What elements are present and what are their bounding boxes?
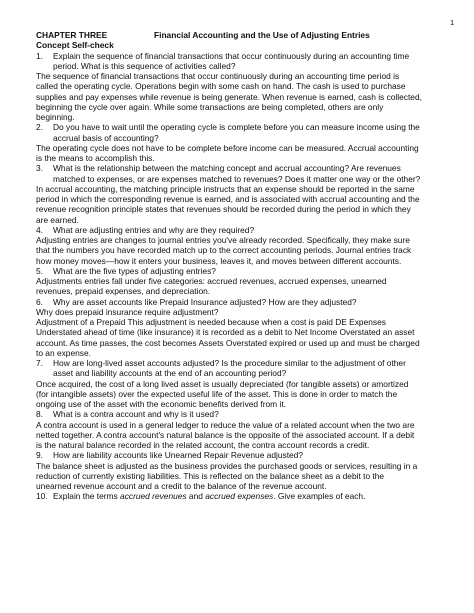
question-line [36, 266, 438, 276]
line-text: Once acquired, the cost of a long lived asset is usually depreciated (for tangible assets) or amortized [36, 378, 409, 389]
section-subtitle: Concept Self-check [36, 40, 114, 51]
line-text: In accrual accounting, the matching principle instructs that an expense should be reported in the same [36, 183, 415, 194]
line-text: revenue recognition principle states that revenues should be recorded during the period in which they [36, 204, 411, 215]
line-text: What is the relationship between the matching concept and accrual accounting? Are revenues [53, 163, 401, 174]
question-number: 3. [36, 163, 43, 174]
text-line [36, 481, 438, 491]
line-text: unearned revenue account and a credit to the balance of the revenue account. [36, 481, 327, 491]
q10-term-2: accrued expenses [205, 491, 274, 502]
text-line [36, 276, 438, 286]
line-text: called the operating cycle. Operations begin with some cash on hand. The cash is used to purchase [36, 81, 406, 92]
page-number: 1 [450, 18, 455, 27]
line-text: ongoing use of the asset with the economic benefits derived from it. [36, 399, 286, 409]
line-text: How are liability accounts like Unearned Repair Revenue adjusted? [53, 450, 303, 461]
line-text: Why does prepaid insurance require adjustment? [36, 306, 219, 317]
text-line [36, 174, 438, 184]
text-line [36, 112, 438, 122]
text-line [36, 389, 438, 399]
text-line [36, 256, 438, 266]
chapter-label: CHAPTER THREE [36, 30, 108, 40]
chapter-title: Financial Accounting and the Use of Adjusting Entries [154, 30, 370, 40]
text-line [36, 92, 438, 102]
question-number: 10. [36, 491, 48, 502]
line-text: asset and liability accounts at the end of an accounting period? [53, 368, 287, 379]
text-line [36, 102, 438, 112]
line-text: How are long-lived asset accounts adjusted? Is the procedure similar to the adjustment of other [53, 358, 406, 368]
text-line [36, 153, 438, 163]
text-line [36, 471, 438, 481]
text-line [36, 440, 438, 450]
text-line [36, 338, 438, 348]
text-line [36, 235, 438, 245]
text-line [36, 348, 438, 358]
text-line [36, 81, 438, 91]
line-text: The balance sheet is adjusted as the business provides the purchased goods or services, resulting in a [36, 460, 418, 471]
text-line [36, 184, 438, 194]
chapter-heading [36, 30, 438, 40]
line-text: is the means to accomplish this. [36, 153, 155, 163]
line-text: What are adjusting entries and why are they required? [53, 224, 255, 235]
line-text: account. As time passes, the cost becomes Assets Overstated expired or used up and must be charged [36, 337, 420, 348]
question-number: 7. [36, 358, 43, 368]
question-line [36, 163, 438, 173]
text-line [36, 71, 438, 81]
question-number: 1. [36, 50, 43, 61]
question-line [36, 358, 438, 368]
question-line [36, 122, 438, 132]
question-number: 8. [36, 409, 43, 420]
line-text: What are the five types of adjusting entries? [53, 265, 216, 276]
line-text: period in which the corresponding revenue is earned, and is associated with accrual accounting and the [36, 194, 420, 204]
q10-mid: and [186, 491, 206, 502]
line-text: Adjusting entries are changes to journal entries you've already recorded. Specifically, they make sure [36, 235, 410, 245]
line-text: period. What is this sequence of activities called? [53, 60, 236, 71]
line-text: Adjustments entries fall under five categories: accrued revenues, accrued expenses, unearned [36, 276, 387, 286]
q10-pre: Explain the terms [53, 491, 121, 502]
text-line [36, 133, 438, 143]
line-text: The operating cycle does not have to be complete before income can be measured. Accrual accounting [36, 142, 419, 153]
line-text: beginning. [36, 112, 75, 122]
line-text: are earned. [36, 214, 79, 225]
q10-post: . Give examples of each. [273, 491, 366, 502]
text-line [36, 286, 438, 296]
text-line [36, 399, 438, 409]
question-10 [36, 491, 438, 501]
line-text: how money moves—how it enters your business, leaves it, and moves between different accounts. [36, 255, 402, 266]
text-line [36, 430, 438, 440]
text-lines [36, 51, 438, 492]
line-text: A contra account is used in a general ledger to reduce the value of a related account when the two are [36, 419, 415, 430]
line-text: reduction of currently existing liabilities. This is reflected on the balance sheet as a debit to the [36, 470, 385, 481]
text-line [36, 317, 438, 327]
line-text: matched to expenses, or are expenses matched to revenues? Does it matter one way or the other? [53, 173, 421, 184]
line-text: is the natural balance recorded in the related account, the contra account records a credit. [36, 440, 370, 450]
q10-term-1: accrued revenues [120, 491, 187, 502]
question-line [36, 450, 438, 460]
line-text: Understated ahead of time (like insurance) it is recorded as a debit to Net Income Overstated an asset [36, 327, 415, 338]
line-text: beginning the cycle over again. While some transactions are being completed, others are only [36, 101, 384, 112]
text-line [36, 61, 438, 71]
line-text: Do you have to wait until the operating cycle is complete before you can measure income using the [53, 122, 420, 133]
question-number: 9. [36, 450, 43, 461]
text-line [36, 204, 438, 214]
text-line [36, 420, 438, 430]
line-text: (for intangible assets) over the expected useful life of the asset. This is done in order to match the [36, 388, 398, 399]
question-number: 5. [36, 265, 43, 276]
line-text: What is a contra account and why is it used? [53, 409, 219, 420]
text-line [36, 368, 438, 378]
line-text: accrual basis of accounting? [53, 132, 159, 143]
line-text: supplies and pay expenses while revenue is being generate. When revenue is earned, cash is collected, [36, 91, 422, 102]
line-text: Explain the sequence of financial transactions that occur continuously during an accounting time [53, 50, 410, 61]
question-line [36, 51, 438, 61]
text-line [36, 461, 438, 471]
text-line [36, 307, 438, 317]
question-number: 6. [36, 296, 43, 307]
question-number: 4. [36, 224, 43, 235]
question-line [36, 225, 438, 235]
line-text: netted together. A contra account's natural balance is the opposite of the associated account. If a debit [36, 429, 415, 440]
text-line [36, 194, 438, 204]
line-text: Adjustment of a Prepaid This adjustment is needed because when a cost is paid DE Expenses [36, 317, 386, 327]
text-line [36, 327, 438, 337]
question-line [36, 297, 438, 307]
line-text: The sequence of financial transactions that occur continuously during an accounting time period is [36, 71, 400, 81]
question-line [36, 409, 438, 419]
document-body [36, 30, 438, 502]
text-line [36, 245, 438, 255]
text-line [36, 143, 438, 153]
line-text: that the numbers you have recorded match up to the correct accounting periods. Journal entries track [36, 245, 412, 256]
line-text: revenues, prepaid expenses, and depreciation. [36, 286, 211, 297]
text-line [36, 215, 438, 225]
line-text: to an expense. [36, 347, 91, 358]
text-line [36, 379, 438, 389]
question-number: 2. [36, 122, 43, 133]
line-text: Why are asset accounts like Prepaid Insurance adjusted? How are they adjusted? [53, 296, 357, 307]
